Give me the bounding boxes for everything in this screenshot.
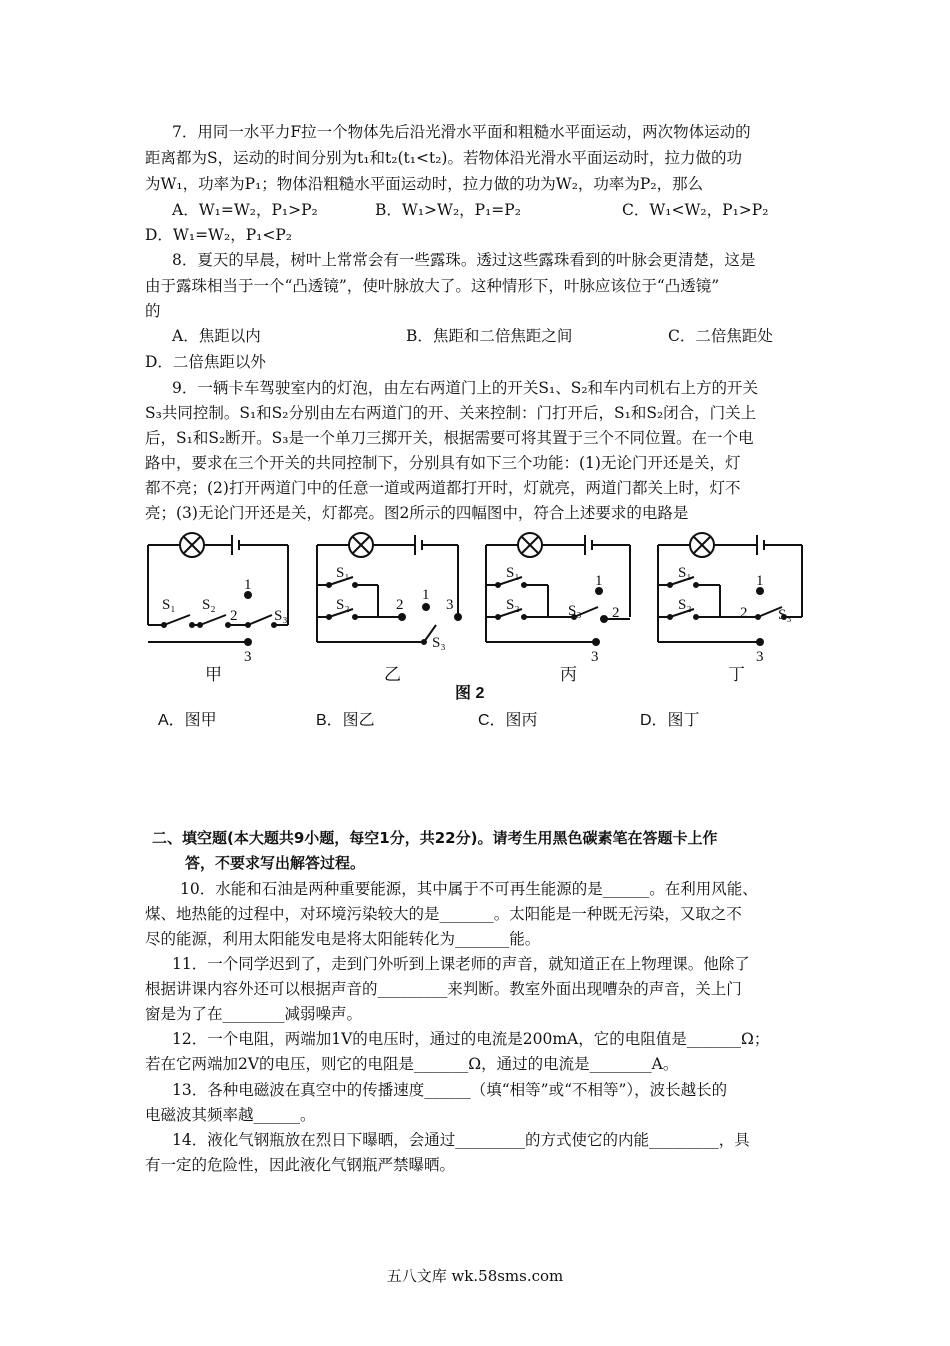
circuit-name-ding: 丁 bbox=[728, 665, 745, 684]
yi-label-2: 2 bbox=[396, 597, 404, 613]
q9-option-c: C．图丙 bbox=[478, 712, 538, 729]
yi-label-s3: S₃ bbox=[432, 635, 446, 651]
circuit-name-yi: 乙 bbox=[384, 665, 401, 684]
yi-label-1: 1 bbox=[422, 587, 430, 603]
q9-option-d: D．图丁 bbox=[640, 712, 700, 729]
ding-label-s1: S₁ bbox=[678, 565, 692, 581]
q7-option-c: C．W₁<W₂，P₁>P₂ bbox=[622, 201, 769, 219]
section-2-heading-line2: 答，不要求写出解答过程。 bbox=[185, 854, 366, 872]
q8-line1: 8．夏天的早晨，树叶上常常会有一些露珠。透过这些露珠看到的叶脉会更清楚，这是 bbox=[172, 251, 756, 269]
q7-line1: 7．用同一水平力F拉一个物体先后沿光滑水平面和粗糙水平面运动，两次物体运动的 bbox=[172, 123, 751, 141]
section-2-heading-line1: 二、填空题(本大题共9小题，每空1分，共22分)。请考生用黑色碳素笔在答题卡上作 bbox=[152, 829, 718, 847]
bing-label-s1: S₁ bbox=[506, 565, 520, 581]
q9-line4: 路中，要求在三个开关的共同控制下，分别具有如下三个功能：(1)无论门开还是关，灯 bbox=[145, 454, 741, 472]
jia-label-s2: S₂ bbox=[202, 597, 216, 613]
jia-label-1: 1 bbox=[244, 577, 252, 593]
q7-line2: 距离都为S，运动的时间分别为t₁和t₂(t₁<t₂)。若物体沿光滑水平面运动时，拉力做的功 bbox=[145, 149, 742, 167]
q10-line2: 煤、地热能的过程中，对环境污染较大的是_______。太阳能是一种既无污染，又取之不 bbox=[145, 905, 742, 923]
yi-label-s2: S₂ bbox=[336, 597, 350, 613]
q8-option-d: D．二倍焦距以外 bbox=[145, 353, 266, 371]
q13-line2: 电磁波其频率越______。 bbox=[145, 1106, 316, 1124]
q7-line3: 为W₁，功率为P₁；物体沿粗糙水平面运动时，拉力做的功为W₂，功率为P₂，那么 bbox=[145, 175, 704, 193]
q9-option-b: B．图乙 bbox=[316, 712, 375, 729]
q9-line2: S₃共同控制。S₁和S₂分别由左右两道门的开、关来控制：门打开后，S₁和S₂闭合，门关上 bbox=[145, 404, 757, 422]
ding-label-1: 1 bbox=[756, 573, 764, 589]
circuit-yi bbox=[317, 533, 461, 644]
jia-label-s1: S₁ bbox=[162, 597, 176, 613]
ding-label-s2: S₂ bbox=[678, 597, 692, 613]
ding-label-s3: S₃ bbox=[778, 607, 792, 623]
jia-label-3: 3 bbox=[244, 649, 252, 665]
q8-option-c: C．二倍焦距处 bbox=[668, 327, 773, 345]
q10-line3: 尽的能源，利用太阳能发电是将太阳能转化为_______能。 bbox=[145, 930, 541, 948]
jia-label-s3: S₃ bbox=[274, 608, 288, 624]
ding-label-2: 2 bbox=[740, 605, 748, 621]
bing-label-3: 3 bbox=[591, 649, 599, 665]
q13-line1: 13．各种电磁波在真空中的传播速度______（填“相等”或“不相等”），波长越长的 bbox=[172, 1081, 728, 1099]
bing-label-2: 2 bbox=[612, 605, 620, 621]
ding-label-3: 3 bbox=[756, 649, 764, 665]
yi-label-3: 3 bbox=[446, 597, 454, 613]
q9-line1: 9．一辆卡车驾驶室内的灯泡，由左右两道门上的开关S₁、S₂和车内司机右上方的开关 bbox=[172, 379, 759, 397]
q11-line3: 窗是为了在________减弱噪声。 bbox=[145, 1005, 363, 1023]
jia-label-2: 2 bbox=[230, 608, 238, 624]
q9-line3: 后，S₁和S₂断开。S₃是一个单刀三掷开关，根据需要可将其置于三个不同位置。在一个电 bbox=[145, 429, 754, 447]
q8-option-a: A．焦距以内 bbox=[172, 327, 261, 345]
circuit-ding bbox=[658, 533, 802, 645]
circuit-name-jia: 甲 bbox=[205, 665, 222, 684]
q14-line2: 有一定的危险性，因此液化气钢瓶严禁曝晒。 bbox=[145, 1156, 456, 1174]
q9-option-a: A．图甲 bbox=[158, 712, 217, 729]
q9-line5: 都不亮；(2)打开两道门中的任意一道或两道都打开时，灯就亮，两道门都关上时，灯不 bbox=[145, 479, 741, 497]
circuit-bing bbox=[486, 533, 630, 645]
q7-option-a: A．W₁=W₂，P₁>P₂ bbox=[172, 201, 318, 219]
q11-line2: 根据讲课内容外还可以根据声音的_________来判断。教室外面出现嘈杂的声音，关上门 bbox=[145, 980, 742, 998]
q11-line1: 11．一个同学迟到了，走到门外听到上课老师的声音，就知道正在上物理课。他除了 bbox=[172, 955, 750, 973]
q12-line1: 12．一个电阻，两端加1V的电压时，通过的电流是200mA，它的电阻值是_______Ω； bbox=[172, 1030, 770, 1048]
figure-caption: 图 2 bbox=[455, 685, 485, 702]
circuit-jia bbox=[148, 533, 288, 645]
q9-line6: 亮；(3)无论门开还是关，灯都亮。图2所示的四幅图中，符合上述要求的电路是 bbox=[145, 504, 689, 522]
bing-label-1: 1 bbox=[595, 573, 603, 589]
figure-2-circuits bbox=[140, 525, 820, 685]
page-footer: 五八文库 wk.58sms.com bbox=[386, 1267, 564, 1285]
bing-label-s2: S₂ bbox=[506, 597, 520, 613]
yi-label-s1: S₁ bbox=[336, 565, 350, 581]
q8-option-b: B．焦距和二倍焦距之间 bbox=[406, 327, 573, 345]
q14-line1: 14．液化气钢瓶放在烈日下曝晒，会通过_________的方式使它的内能_________，具 bbox=[172, 1131, 750, 1149]
q7-option-b: B．W₁>W₂，P₁=P₂ bbox=[375, 201, 521, 219]
bing-label-s3: S₃ bbox=[568, 603, 582, 619]
q10-line1: 10．水能和石油是两种重要能源，其中属于不可再生能源的是______。在利用风能、 bbox=[180, 880, 758, 898]
q7-option-d: D．W₁=W₂，P₁<P₂ bbox=[145, 226, 292, 244]
q8-line3: 的 bbox=[145, 302, 161, 320]
circuit-name-bing: 丙 bbox=[560, 665, 577, 684]
q8-line2: 由于露珠相当于一个“凸透镜”，使叶脉放大了。这种情形下，叶脉应该位于“凸透镜” bbox=[145, 277, 720, 295]
q12-line2: 若在它两端加2V的电压，则它的电阻是_______Ω，通过的电流是________A。 bbox=[145, 1055, 679, 1073]
